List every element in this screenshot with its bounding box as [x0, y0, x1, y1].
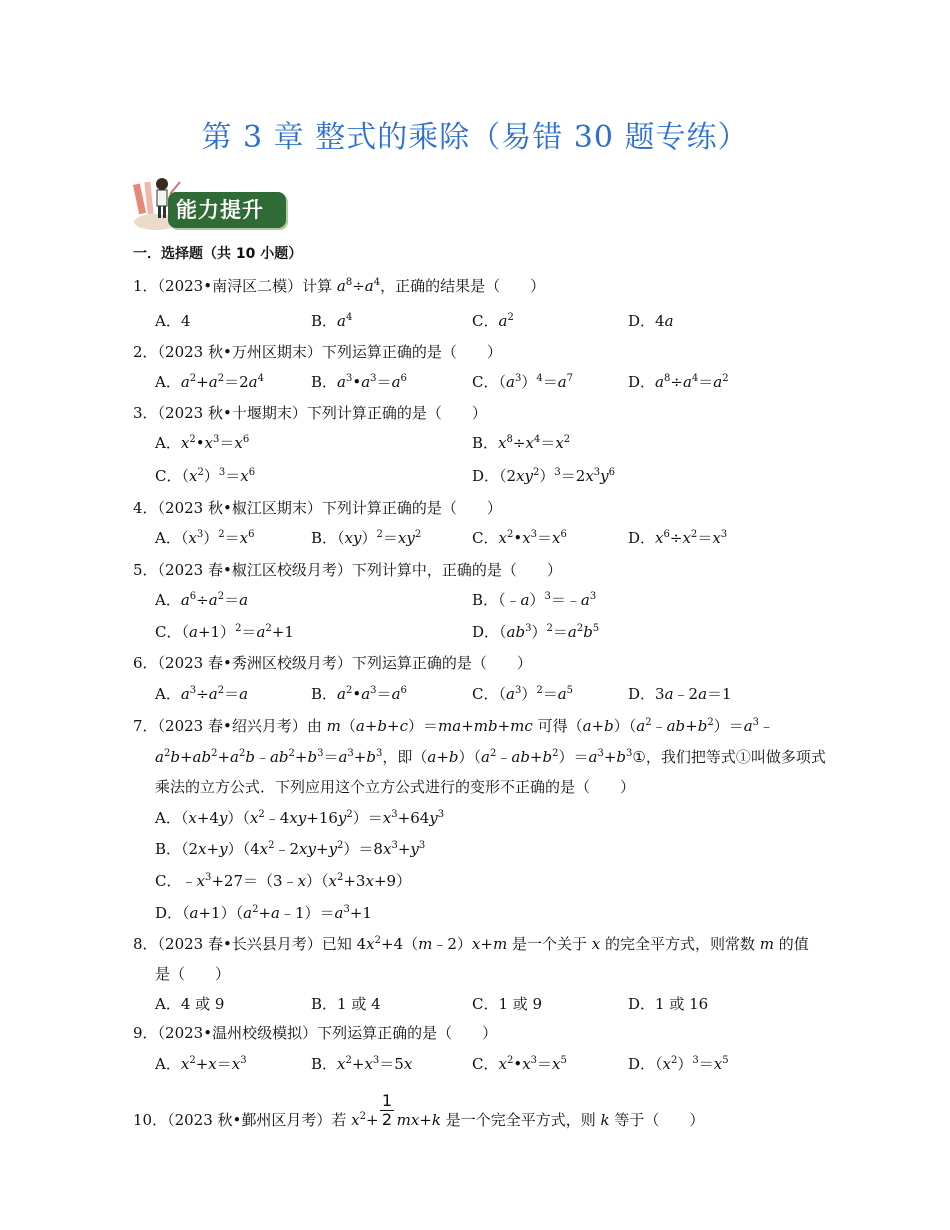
q7-option-c[interactable]: C．$﹣x^3+27=(3﹣x)(x^2+3x+9)$ [155, 872, 412, 890]
q3-option-a[interactable]: A．$x^2•x^3=x^6$ [155, 434, 250, 452]
question-2: 2．（2023 秋•万州区期末）下列运算正确的是（ ） [133, 343, 502, 361]
question-7-line-3: 乘法的立方公式．下列应用这个立方公式进行的变形不正确的是（ ） [155, 778, 636, 796]
q9-option-b[interactable]: B．$x^2+x^3=5x$ [311, 1055, 413, 1073]
question-6: 6．（2023 春•秀洲区校级月考）下列运算正确的是（ ） [133, 654, 532, 672]
q3-option-d[interactable]: D．$(2xy^2)^3=2x^3y^6$ [472, 467, 616, 485]
q8-option-c[interactable]: C．1 或 9 [472, 995, 543, 1013]
fraction-one-half: 1 2 [381, 1091, 393, 1129]
ability-badge [130, 172, 290, 234]
q9-option-c[interactable]: C．$x^2•x^3=x^5$ [472, 1055, 567, 1073]
q2-option-a[interactable]: A．$a^2+a^2=2a^4$ [155, 373, 264, 391]
question-5: 5．（2023 春•椒江区校级月考）下列计算中，正确的是（ ） [133, 561, 562, 579]
q5-option-a[interactable]: A．$a^6\div a^2=a$ [155, 591, 249, 609]
page-title: 第 3 章 整式的乘除（易错 30 题专练） [201, 120, 749, 155]
q2-option-d[interactable]: D．$a^8\div a^4=a^2$ [628, 373, 729, 391]
badge-label: 能力提升 [176, 198, 264, 222]
q3-option-c[interactable]: C．$(x^2)^3=x^6$ [155, 467, 256, 485]
question-3: 3．（2023 秋•十堰期末）下列计算正确的是（ ） [133, 404, 487, 422]
q8-option-d[interactable]: D．1 或 16 [628, 995, 709, 1013]
q3-option-b[interactable]: B．$x^8\div x^4=x^2$ [472, 434, 571, 452]
question-10: 10．（2023 秋•鄞州区月考）若 $x^2+ mx+k$ 是一个完全平方式，则 k 等于（ ） [133, 1111, 705, 1129]
q7-option-a[interactable]: A．$(x+4y)(x^2﹣4xy+16y^2)=x^3+64y^3$ [155, 809, 445, 827]
q6-option-c[interactable]: C．$(a^3)^2=a^5$ [472, 685, 574, 703]
question-4: 4．（2023 秋•椒江区期末）下列计算正确的是（ ） [133, 499, 502, 517]
question-8-line-2: 是（ ） [155, 965, 231, 983]
q9-option-a[interactable]: A．$x^2+x=x^3$ [155, 1055, 247, 1073]
q2-option-b[interactable]: B．$a^3•a^3=a^6$ [311, 373, 407, 391]
q6-option-b[interactable]: B．$a^2•a^3=a^6$ [311, 685, 407, 703]
q6-option-d[interactable]: D．3a﹣2a＝1 [628, 685, 732, 703]
q4-option-d[interactable]: D．$x^6\div x^2=x^3$ [628, 529, 728, 547]
question-8: 8．（2023 春•长兴县月考）已知 $4x^2+4(m﹣2)x+m$ 是一个关于 x 的完全平方式，则常数 m 的值 [133, 935, 809, 953]
q1-option-c[interactable]: C．$a^2$ [472, 312, 514, 330]
q4-option-a[interactable]: A．$(x^3)^2=x^6$ [155, 529, 255, 547]
q6-option-a[interactable]: A．$a^3\div a^2=a$ [155, 685, 249, 703]
q9-option-d[interactable]: D．$(x^2)^3=x^5$ [628, 1055, 729, 1073]
section-heading: 一．选择题（共 10 小题） [133, 246, 303, 262]
question-1: 1．（2023•南浔区二模）计算 $a^8\div a^4$，正确的结果是（ ） [133, 277, 546, 295]
q8-option-a[interactable]: A．4 或 9 [155, 995, 225, 1013]
q7-option-b[interactable]: B．$(2x+y)(4x^2﹣2xy+y^2)=8x^3+y^3$ [155, 840, 426, 858]
question-9: 9．（2023•温州校级模拟）下列运算正确的是（ ） [133, 1024, 498, 1042]
q1-option-a[interactable]: A．4 [155, 312, 191, 330]
q8-option-b[interactable]: B．1 或 4 [311, 995, 381, 1013]
q1-option-d[interactable]: D．4a [628, 312, 674, 330]
q5-option-c[interactable]: C．$(a+1)^2=a^2+1$ [155, 623, 294, 641]
q2-option-c[interactable]: C．$(a^3)^4=a^7$ [472, 373, 574, 391]
question-7: 7．（2023 春•绍兴月考）由 m（a+b+c）＝ma+mb+mc 可得$(a+b)(a^2﹣ab+b^2)=a^3﹣$ [133, 717, 775, 735]
q7-option-d[interactable]: D．$(a+1)(a^2+a﹣1)=a^3+1$ [155, 904, 372, 922]
q5-option-d[interactable]: D．$(ab^3)^2=a^2b^5$ [472, 623, 600, 641]
q4-option-b[interactable]: B．$(xy)^2=xy^2$ [311, 529, 422, 547]
q5-option-b[interactable]: B．$(﹣a)^3=﹣a^3$ [472, 591, 597, 609]
q1-option-b[interactable]: B．$a^4$ [311, 312, 353, 330]
question-7-line-2: $a^2b+ab^2+a^2b﹣ab^2+b^3=a^3+b^3$，即$(a+b)(a^2﹣ab+b^2)=a^3+b^3①$，我们把等式①叫做多项式 [155, 748, 826, 766]
q4-option-c[interactable]: C．$x^2•x^3=x^6$ [472, 529, 567, 547]
